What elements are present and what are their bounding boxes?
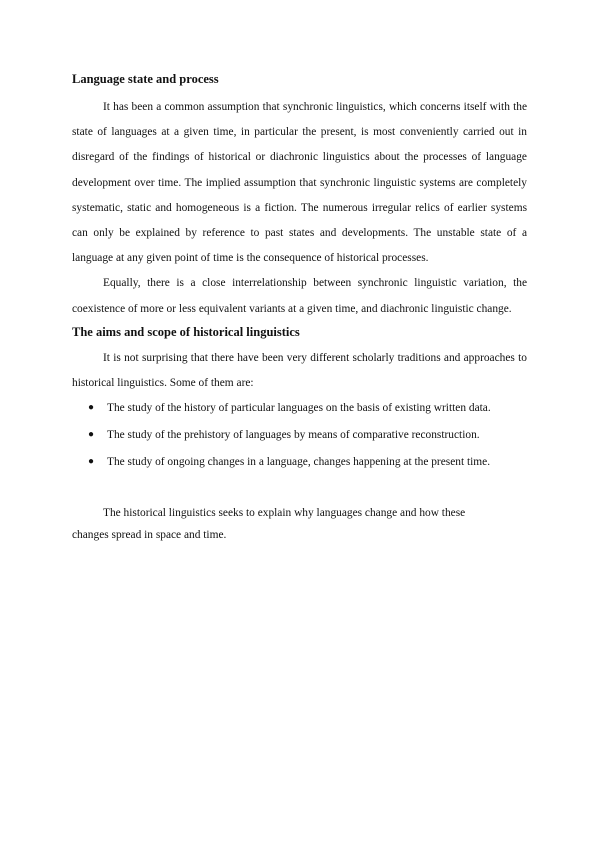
- closing-line-2: changes spread in space and time.: [72, 529, 227, 542]
- section-heading-aims-scope: The aims and scope of historical linguistics: [72, 324, 300, 339]
- closing-line-1: The historical linguistics seeks to explain why languages change and how these: [103, 507, 466, 520]
- list-item: [72, 399, 527, 417]
- paragraph-synchronic-assumption: It has been a common assumption that synchronic linguistics, which concerns itself with the state of languages at a given time, in particular the present, is most conveniently carried out in disregard of the findings of historical or diachronic linguistics about the processes of language development over time. The implied assumption that synchronic linguistic systems are completely systematic, static and homogeneous is a fiction. The numerous irregular relics of earlier systems can only be explained by reference to past states and developments. The unstable state of a language at any given point of time is the consequence of historical processes.: [72, 101, 527, 265]
- paragraph-scholarly-traditions: It is not surprising that there have been very different scholarly traditions and approaches to historical linguistics. Some of them are:: [72, 351, 527, 390]
- bullet-icon: ●: [88, 429, 95, 441]
- list-item: [72, 426, 527, 444]
- list-item-text: The study of the history of particular languages on the basis of existing written data.: [107, 402, 491, 415]
- list-item-text: The study of the prehistory of languages by means of comparative reconstruction.: [107, 429, 480, 442]
- approaches-list: [72, 399, 527, 471]
- list-item-text: The study of ongoing changes in a language, changes happening at the present time.: [107, 456, 491, 469]
- bullet-icon: ●: [88, 402, 95, 414]
- paragraph-variation-change: Equally, there is a close interrelationship between synchronic linguistic variation, the coexistence of more or less equivalent variants at a given time, and diachronic linguistic change.: [72, 277, 527, 315]
- section-heading-language-state: Language state and process: [72, 72, 219, 86]
- document-page: [72, 70, 527, 546]
- list-item: [72, 453, 527, 471]
- closing-paragraph: [72, 502, 527, 546]
- bullet-icon: ●: [88, 456, 95, 468]
